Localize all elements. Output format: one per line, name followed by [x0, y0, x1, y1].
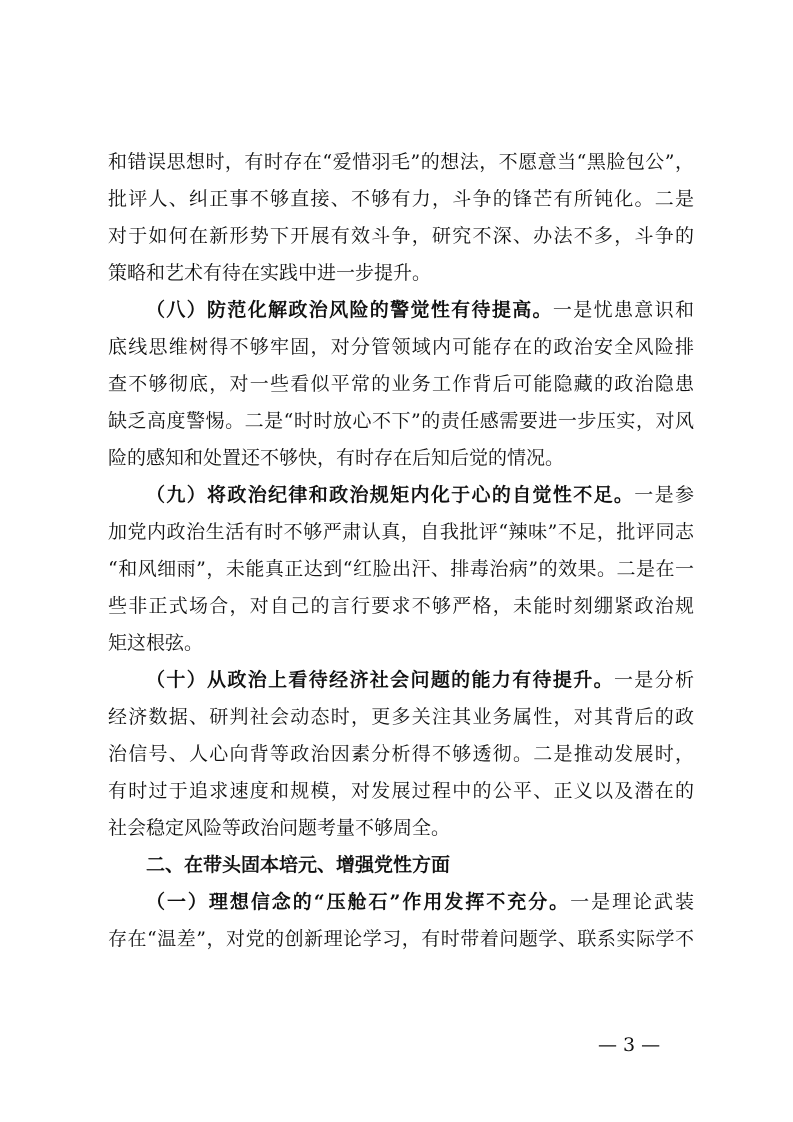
section-heading: 二、在带头固本培元、增强党性方面: [146, 854, 451, 876]
paragraph-lead-rest: 一是理论武装: [570, 891, 694, 913]
text-line: 险的感知和处置还不够快，有时存在后知后觉的情况。: [108, 447, 565, 469]
text-line: [108, 884, 694, 921]
paragraph-lead-rest: 一是分析: [613, 669, 694, 691]
paragraph-lead-rest: 一是参: [634, 484, 694, 506]
text-line: 治信号、人心向背等政治因素分析得不够透彻。二是推动发展时，: [108, 743, 694, 765]
paragraph-lead: （十）从政治上看待经济社会问题的能力有待提升。: [146, 669, 614, 691]
paragraph: [108, 477, 694, 662]
text-line: 经济数据、研判社会动态时，更多关注其业务属性，对其背后的政: [108, 706, 694, 728]
paragraph: [108, 662, 694, 847]
text-line: 查不够彻底，对一些看似平常的业务工作背后可能隐藏的政治隐患: [108, 373, 694, 395]
paragraph-lead: （九）将政治纪律和政治规矩内化于心的自觉性不足。: [146, 484, 635, 506]
text-line: 底线思维树得不够牢固，对分管领域内可能存在的政治安全风险排: [108, 336, 694, 358]
text-line: 些非正式场合，对自己的言行要求不够严格，未能时刻绷紧政治规: [108, 595, 694, 617]
paragraph: [108, 144, 694, 292]
paragraph-lead: （一）理想信念的“压舱石”作用发挥不充分。: [146, 891, 571, 913]
text-line: 对于如何在新形势下开展有效斗争，研究不深、办法不多，斗争的: [108, 225, 694, 247]
text-line: 矩这根弦。: [108, 632, 204, 654]
text-line: 批评人、纠正事不够直接、不够有力，斗争的锋芒有所钝化。二是: [108, 188, 694, 210]
text-line: “和风细雨”，未能真正达到“红脸出汗、排毒治病”的效果。二是在一: [108, 558, 694, 580]
text-line: 加党内政治生活有时不够严肃认真，自我批评“辣味”不足，批评同志: [108, 521, 694, 543]
text-line: 存在“温差”，对党的创新理论学习，有时带着问题学、联系实际学不: [108, 928, 694, 950]
page-number: — 3 —: [598, 1034, 661, 1056]
text-line: 策略和艺术有待在实践中进一步提升。: [108, 262, 432, 284]
text-line: [108, 662, 694, 699]
text-line: 社会稳定风险等政治问题考量不够周全。: [108, 817, 451, 839]
paragraph: [108, 884, 694, 958]
text-line: 和错误思想时，有时存在“爱惜羽毛”的想法，不愿意当“黑脸包公”，: [108, 151, 694, 173]
text-line: 有时过于追求速度和规模，对发展过程中的公平、正义以及潜在的: [108, 780, 694, 802]
text-line: [108, 477, 694, 514]
paragraph: [108, 292, 694, 477]
document-body: [108, 144, 694, 958]
text-line: 缺乏高度警惕。二是“时时放心不下”的责任感需要进一步压实，对风: [108, 410, 694, 432]
paragraph-lead-rest: 一是忧患意识和: [552, 299, 694, 321]
text-line: [108, 292, 694, 329]
paragraph-lead: （八）防范化解政治风险的警觉性有待提高。: [146, 299, 553, 321]
